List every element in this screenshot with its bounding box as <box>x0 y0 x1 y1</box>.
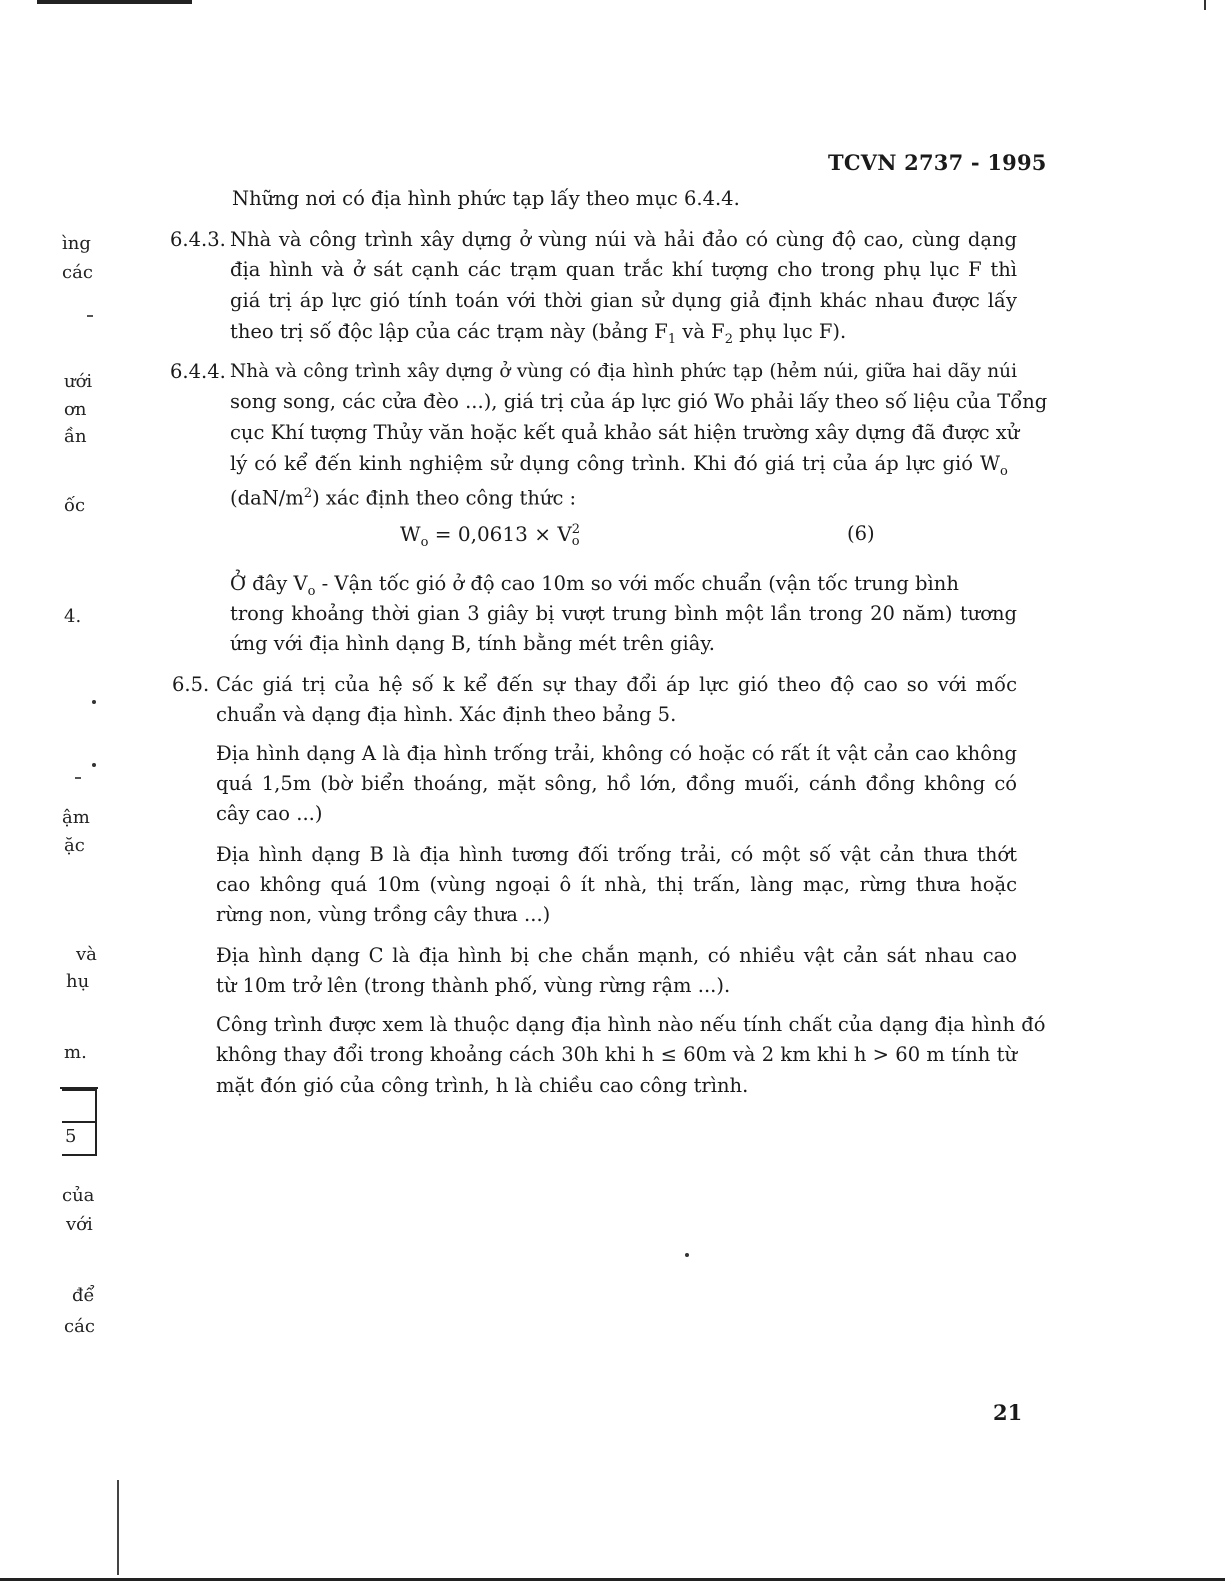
paragraph-line: Ở đây $V_o$ - Vận tốc gió ở độ cao 10m so với mốc chuẩn (vận tốc trung bình <box>230 572 959 599</box>
page-number: 21 <box>993 1400 1023 1425</box>
margin-fragment: ưới <box>64 371 93 392</box>
paragraph-line: Nhà và công trình xây dựng ở vùng núi và hải đảo có cùng độ cao, cùng dạng <box>230 228 1017 251</box>
binding-mark <box>117 1480 119 1575</box>
paragraph-line: $(daN/m^2)$ xác định theo công thức : <box>230 486 577 510</box>
margin-fragment: hụ <box>66 971 90 992</box>
paragraph-line: quá 1,5m (bờ biển thoáng, mặt sông, hồ lớn, đồng muối, cánh đồng không có <box>216 772 1017 795</box>
wind-pressure-formula: $W_o = 0,0613 \times V$ 2 o <box>400 521 581 550</box>
paragraph-line: chuẩn và dạng địa hình. Xác định theo bảng 5. <box>216 703 677 726</box>
paragraph-line: cục Khí tượng Thủy văn hoặc kết quả khảo sát hiện trường xây dựng đã được xử <box>230 421 1020 444</box>
equation-number: (6) <box>847 522 875 545</box>
margin-fragment: với <box>66 1214 93 1235</box>
margin-fragment: để <box>72 1285 95 1306</box>
paragraph-line: địa hình và ở sát cạnh các trạm quan trắc khí tượng cho trong phụ lục F thì <box>230 258 1017 281</box>
scan-speck <box>87 315 93 317</box>
paragraph-line: rừng non, vùng trồng cây thưa ...) <box>216 903 551 926</box>
scan-top-rule <box>37 0 192 4</box>
paragraph-line: song song, các cửa đèo ...), giá trị của áp lực gió Wo phải lấy theo số liệu của Tổng <box>230 390 1048 413</box>
section-number-6-4-4: 6.4.4. <box>170 360 226 383</box>
paragraph-line: Địa hình dạng C là địa hình bị che chắn mạnh, có nhiều vật cản sát nhau cao <box>216 944 1017 967</box>
margin-fragment: 5 <box>65 1126 77 1147</box>
paragraph-line: cao không quá 10m (vùng ngoại ô ít nhà, thị trấn, làng mạc, rừng thưa hoặc <box>216 873 1017 896</box>
section-number-6-4-3: 6.4.3. <box>170 228 226 251</box>
margin-fragment: ần <box>64 426 87 447</box>
intro-text: Những nơi có địa hình phức tạp lấy theo mục 6.4.4. <box>232 187 740 210</box>
margin-fragment: m. <box>64 1042 87 1063</box>
paragraph-line: Địa hình dạng B là địa hình tương đối trống trải, có một số vật cản thưa thớt <box>216 843 1017 866</box>
document-code: TCVN 2737 - 1995 <box>828 150 1047 175</box>
table-box-divider <box>62 1121 97 1123</box>
paragraph-line: trong khoảng thời gian 3 giây bị vượt trung bình một lần trong 20 năm) tương <box>230 602 1017 625</box>
paragraph-line: Công trình được xem là thuộc dạng địa hình nào nếu tính chất của dạng địa hình đó <box>216 1013 1046 1036</box>
paragraph-line: theo trị số độc lập của các trạm này (bảng $F_1$ và $F_2$ phụ lục F). <box>230 320 847 347</box>
margin-fragment: ặc <box>64 835 85 856</box>
section-number-6-5: 6.5. <box>172 673 210 696</box>
margin-fragment: các <box>62 262 93 283</box>
paragraph-line: giá trị áp lực gió tính toán với thời gian sử dụng giả định khác nhau được lấy <box>230 289 1017 312</box>
scan-bottom-rule <box>0 1578 1225 1581</box>
margin-fragment: và <box>76 944 97 965</box>
paragraph-line: từ 10m trở lên (trong thành phố, vùng rừng rậm ...). <box>216 974 731 997</box>
scan-speck <box>75 777 81 779</box>
scan-speck <box>92 700 96 704</box>
paragraph-line: lý có kể đến kinh nghiệm sử dụng công trình. Khi đó giá trị của áp lực gió $W_o$ <box>230 452 1008 479</box>
margin-fragment: ậm <box>62 807 90 828</box>
margin-fragment: các <box>64 1316 95 1337</box>
paragraph-line: ứng với địa hình dạng B, tính bằng mét trên giây. <box>230 632 715 655</box>
paragraph-line: Các giá trị của hệ số k kể đến sự thay đổi áp lực gió theo độ cao so với mốc <box>216 673 1017 696</box>
margin-fragment: ốc <box>64 495 86 516</box>
scan-speck <box>685 1253 689 1257</box>
paragraph-line: Nhà và công trình xây dựng ở vùng có địa hình phức tạp (hẻm núi, giữa hai dãy núi <box>230 361 1017 382</box>
paragraph-line: không thay đổi trong khoảng cách 30h khi h ≤ 60m và 2 km khi h > 60 m tính từ <box>216 1043 1017 1066</box>
paragraph-line: mặt đón gió của công trình, h là chiều cao công trình. <box>216 1074 749 1097</box>
margin-fragment: ơn <box>64 399 87 420</box>
margin-fragment: ìng <box>62 233 91 254</box>
margin-fragment: của <box>62 1185 95 1206</box>
scan-speck <box>92 763 96 767</box>
margin-fragment: 4. <box>64 606 82 627</box>
scan-mark <box>1204 0 1206 10</box>
paragraph-line: Địa hình dạng A là địa hình trống trải, không có hoặc có rất ít vật cản cao không <box>216 742 1017 765</box>
paragraph-line: cây cao ...) <box>216 802 323 825</box>
